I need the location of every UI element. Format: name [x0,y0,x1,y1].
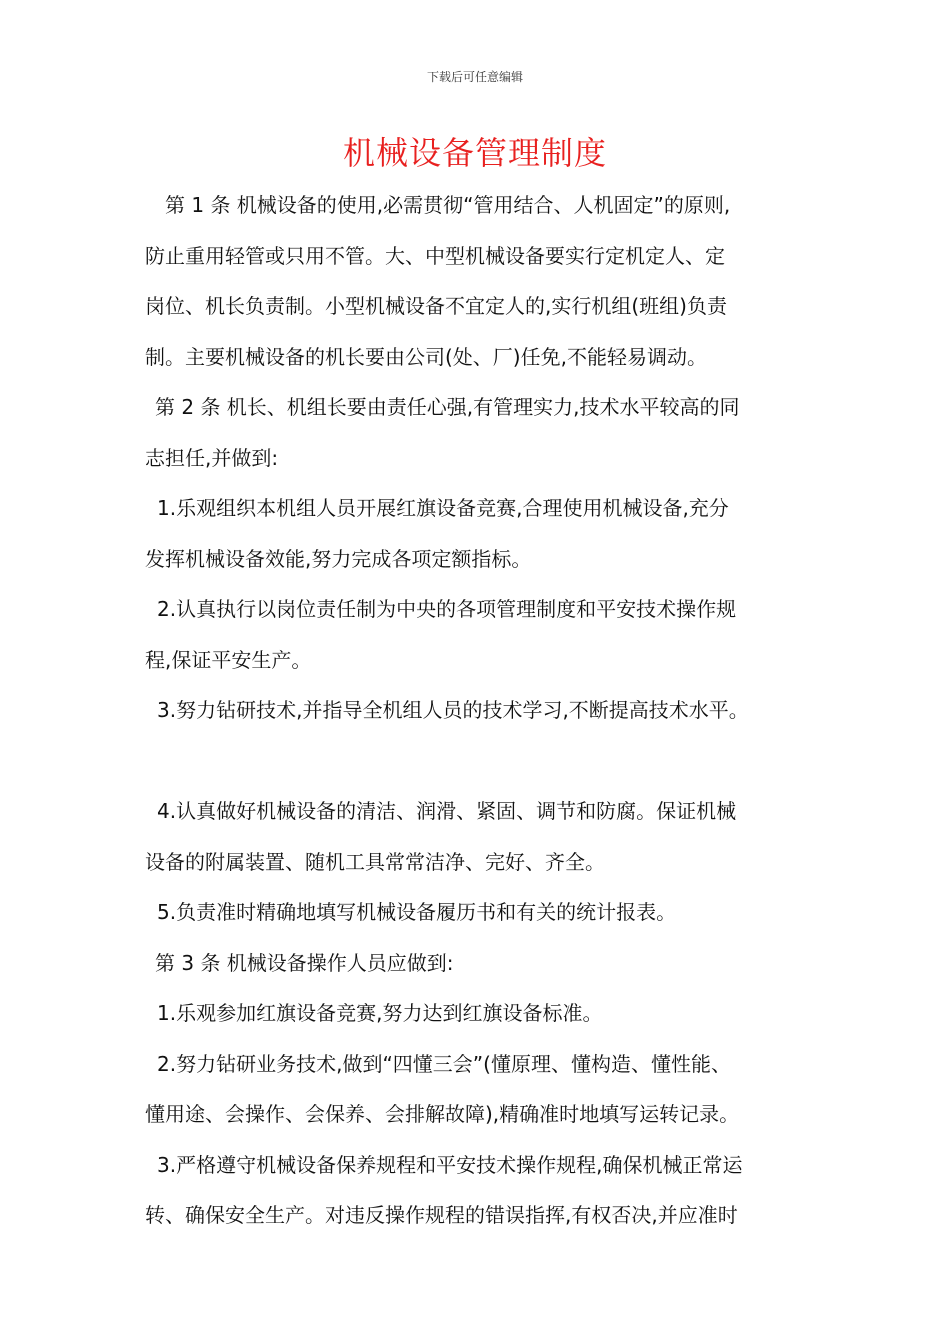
article-1-line-3: 岗位、机长负责制。小型机械设备不宜定人的,实行机组(班组)负责 [145,294,727,318]
document-title: 机械设备管理制度 [342,134,607,172]
article-3-item-1: 1.乐观参加红旗设备竞赛,努力达到红旗设备标准。 [157,1001,603,1025]
article-3-heading: 第 3 条 机械设备操作人员应做到: [155,950,454,975]
article-2-item-1-line-1: 1.乐观组织本机组人员开展红旗设备竞赛,合理使用机械设备,充分 [157,496,729,520]
article-2-item-3: 3.努力钻研技术,并指导全机组人员的技术学习,不断提高技术水平。 [157,698,749,722]
article-3-item-2-line-2: 懂用途、会操作、会保养、会排解故障),精确准时地填写运转记录。 [145,1102,740,1126]
article-1-line-2: 防止重用轻管或只用不管。大、中型机械设备要实行定机定人、定 [145,243,725,268]
article-2-line-2: 志担任,并做到: [145,445,279,470]
article-2-line-1: 第 2 条 机长、机组长要由责任心强,有管理实力,技术水平较高的同 [155,395,740,419]
header-note: 下载后可任意编辑 [426,70,523,84]
article-2-item-5: 5.负责准时精确地填写机械设备履历书和有关的统计报表。 [157,900,677,924]
article-2-item-4-line-1: 4.认真做好机械设备的清洁、润滑、紧固、调节和防腐。保证机械 [157,799,737,823]
article-2-item-4-line-2: 设备的附属装置、随机工具常常洁净、完好、齐全。 [145,849,605,874]
article-3-item-2-line-1: 2.努力钻研业务技术,做到“四懂三会”(懂原理、懂构造、懂性能、 [157,1051,731,1076]
article-2-item-2-line-2: 程,保证平安生产。 [145,647,312,672]
article-2-item-2-line-1: 2.认真执行以岗位责任制为中央的各项管理制度和平安技术操作规 [157,597,737,621]
article-2-item-1-line-2: 发挥机械设备效能,努力完成各项定额指标。 [145,546,532,571]
article-3-item-3-line-1: 3.严格遵守机械设备保养规程和平安技术操作规程,确保机械正常运 [157,1152,743,1177]
article-3-item-3-line-2: 转、确保安全生产。对违反操作规程的错误指挥,有权否决,并应准时 [145,1203,738,1227]
article-1-line-4: 制。主要机械设备的机长要由公司(处、厂)任免,不能轻易调动。 [145,344,707,369]
article-1-line-1: 第 1 条 机械设备的使用,必需贯彻“管用结合、人机固定”的原则, [165,193,731,217]
document-body [145,180,825,1241]
paragraph-gap [145,736,825,787]
